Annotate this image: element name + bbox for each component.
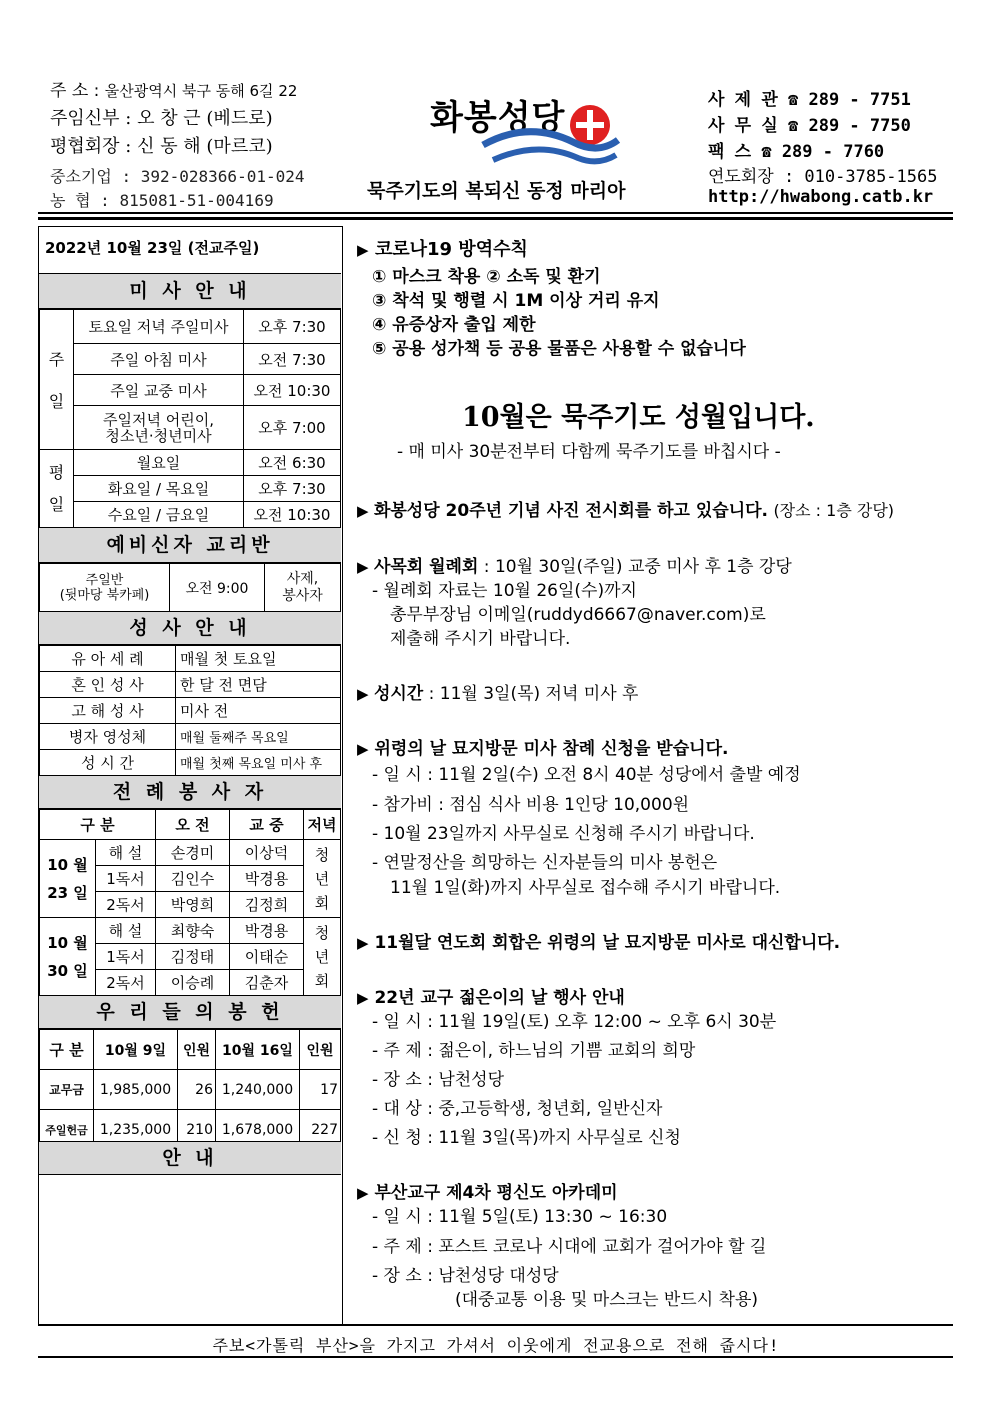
offering-type: 교무금 <box>40 1070 94 1110</box>
server-name: 김인수 <box>156 866 230 892</box>
server-role: 2독서 <box>96 970 156 996</box>
footer-rule-bottom <box>38 1356 953 1358</box>
catechumen-title: 예비신자 교리반 <box>39 527 341 563</box>
weekday-label: 평 일 <box>40 450 74 528</box>
samok-line: 총무부장님 이메일(ruddyd6667@naver.com)로 <box>390 605 766 625</box>
covid-rule: ⑤ 공용 성가책 등 공용 물품은 사용할 수 없습니다 <box>372 339 746 359</box>
server-name: 이태순 <box>230 944 304 970</box>
cemetery-line: - 연말정산을 희망하는 신자분들의 미사 봉헌은 <box>372 853 718 873</box>
mass-title: 미 사 안 내 <box>39 273 341 309</box>
header-rule-thick <box>38 217 953 220</box>
sunday-label: 주 일 <box>40 310 74 450</box>
offering-count: 26 <box>178 1070 216 1110</box>
academy-line: - 일 시 : 11월 5일(토) 13:30 ~ 16:30 <box>372 1207 668 1227</box>
sacrament-name: 혼 인 성 사 <box>40 672 176 698</box>
sacrament-when: 매월 첫째 목요일 미사 후 <box>176 750 341 776</box>
pastor-line: 주임신부 : 오 창 근 (베드로) <box>50 108 273 129</box>
offering-count: 227 <box>300 1110 341 1150</box>
website-url[interactable]: http://hwabong.catb.kr <box>708 187 934 207</box>
council-line: 평협회장 : 신 동 해 (마르코) <box>50 136 273 157</box>
sacrament-title: 성 사 안 내 <box>39 611 341 645</box>
server-role: 1독서 <box>96 866 156 892</box>
samok-notice: ▶ 사목회 월례회 : 10월 30일(주일) 교중 미사 후 1층 강당 <box>357 557 792 577</box>
youth-line: - 일 시 : 11월 19일(토) 오후 12:00 ~ 오후 6시 30분 <box>372 1012 777 1032</box>
server-role: 해 설 <box>96 840 156 866</box>
catechumen-time: 오전 9:00 <box>170 564 265 612</box>
mass-time: 오후 7:00 <box>244 406 341 450</box>
server-role: 1독서 <box>96 944 156 970</box>
offering-head: 인원 <box>178 1030 216 1070</box>
mass-name: 토요일 저녁 주일미사 <box>74 310 244 344</box>
youth-line: - 대 상 : 중,고등학생, 청년회, 일반신자 <box>372 1099 663 1119</box>
offering-amount: 1,240,000 <box>216 1070 300 1110</box>
offering-count: 17 <box>300 1070 341 1110</box>
mass-name: 주일 아침 미사 <box>74 344 244 375</box>
server-name: 손경미 <box>156 840 230 866</box>
academy-title: ▶ 부산교구 제4차 평신도 아카데미 <box>357 1183 618 1203</box>
offering-table <box>39 1029 341 1150</box>
youth-line: - 장 소 : 남천성당 <box>372 1070 505 1090</box>
covid-title: ▶ 코로나19 방역수칙 <box>357 239 528 260</box>
mass-name: 월요일 <box>74 450 244 476</box>
covid-rule: ③ 착석 및 행렬 시 1M 이상 거리 유지 <box>372 291 660 311</box>
offering-title: 우 리 들 의 봉 헌 <box>39 995 341 1029</box>
cemetery-line: - 일 시 : 11월 2일(수) 오전 8시 40분 성당에서 출발 예정 <box>372 765 801 785</box>
samok-line: 제출해 주시기 바랍니다. <box>390 629 571 649</box>
mass-name: 주일 교중 미사 <box>74 375 244 406</box>
servers-title: 전 례 봉 사 자 <box>39 775 341 809</box>
server-name: 최향숙 <box>156 918 230 944</box>
server-name: 김정태 <box>156 944 230 970</box>
server-name: 박경용 <box>230 918 304 944</box>
holyhour-notice: ▶ 성시간 : 11월 3일(목) 저녁 미사 후 <box>357 684 639 704</box>
academy-line: (대중교통 이용 및 마스크는 반드시 착용) <box>455 1290 759 1310</box>
servers-head: 교 중 <box>230 810 304 840</box>
rosary-subtitle: - 매 미사 30분전부터 다함께 묵주기도를 바칩시다 - <box>397 442 781 462</box>
youth-title: ▶ 22년 교구 젊은이의 날 행사 안내 <box>357 988 625 1008</box>
youth-line: - 신 청 : 11월 3일(목)까지 사무실로 신청 <box>372 1128 681 1148</box>
server-evening: 청 년 회 <box>304 918 341 996</box>
mass-name: 수요일 / 금요일 <box>74 502 244 528</box>
catechumen-teacher: 사제, 봉사자 <box>265 564 341 612</box>
academy-line: - 주 제 : 포스트 코로나 시대에 교회가 걸어가야 할 길 <box>372 1237 767 1257</box>
offering-head: 구 분 <box>40 1030 94 1070</box>
servers-head: 저녁 <box>304 810 341 840</box>
sacrament-name: 병자 영성체 <box>40 724 176 750</box>
offering-amount: 1,985,000 <box>94 1070 178 1110</box>
offering-head: 인원 <box>300 1030 341 1070</box>
footer-rule <box>38 1324 953 1326</box>
mass-name: 주일저녁 어린이, 청소년·청년미사 <box>74 406 244 450</box>
offering-count: 210 <box>178 1110 216 1150</box>
samok-line: - 월례회 자료는 10월 26일(수)까지 <box>372 581 637 601</box>
covid-rule: ① 마스크 착용 ② 소독 및 환기 <box>372 267 601 287</box>
offering-amount: 1,678,000 <box>216 1110 300 1150</box>
mass-time: 오후 7:30 <box>244 476 341 502</box>
rosary-title: 10월은 묵주기도 성월입니다. <box>462 402 815 433</box>
mass-name: 화요일 / 목요일 <box>74 476 244 502</box>
mass-time: 오전 10:30 <box>244 375 341 406</box>
server-role: 2독서 <box>96 892 156 918</box>
sacrament-when: 매월 둘째주 목요일 <box>176 724 341 750</box>
servers-head: 오 전 <box>156 810 230 840</box>
cemetery-line: - 참가비 : 점심 식사 비용 1인당 10,000원 <box>372 795 690 815</box>
church-name: 화봉성당 <box>430 98 566 138</box>
servers-day: 10 월 23 일 <box>40 840 96 918</box>
header-rule <box>38 212 953 214</box>
sacrament-name: 유 아 세 례 <box>40 646 176 672</box>
cemetery-title: ▶ 위령의 날 묘지방문 미사 참례 신청을 받습니다. <box>357 739 729 759</box>
catechumen-class: 주일반 (뒷마당 북카페) <box>40 564 170 612</box>
servers-table <box>39 809 341 996</box>
mass-time: 오후 7:30 <box>244 310 341 344</box>
sacrament-name: 고 해 성 사 <box>40 698 176 724</box>
servers-head: 구 분 <box>40 810 156 840</box>
sacrament-when: 매월 첫 토요일 <box>176 646 341 672</box>
offering-amount: 1,235,000 <box>94 1110 178 1150</box>
notice-title: 안 내 <box>39 1141 341 1175</box>
rectory-phone: 사 제 관 ☎ 289 - 7751 <box>708 90 911 110</box>
server-name: 박영희 <box>156 892 230 918</box>
cemetery-line: 11월 1일(화)까지 사무실로 접수해 주시기 바랍니다. <box>390 878 781 898</box>
bulletin-date: 2022년 10월 23일 (전교주일) <box>45 239 260 257</box>
sacrament-when: 한 달 전 면담 <box>176 672 341 698</box>
server-name: 이상덕 <box>230 840 304 866</box>
office-phone: 사 무 실 ☎ 289 - 7750 <box>708 116 911 136</box>
yeondo-notice: ▶ 11월달 연도회 회합은 위령의 날 묘지방문 미사로 대신합니다. <box>357 933 841 953</box>
mass-time: 오전 6:30 <box>244 450 341 476</box>
servers-day: 10 월 30 일 <box>40 918 96 996</box>
catechumen-table <box>39 563 341 612</box>
yeondo-phone: 연도회장 : 010-3785-1565 <box>708 167 938 187</box>
server-role: 해 설 <box>96 918 156 944</box>
academy-line: - 장 소 : 남천성당 대성당 <box>372 1266 559 1286</box>
church-logo-icon <box>478 100 628 175</box>
server-name: 김춘자 <box>230 970 304 996</box>
sacrament-name: 성 시 간 <box>40 750 176 776</box>
covid-rule: ④ 유증상자 출입 제한 <box>372 315 536 335</box>
patron-name: 묵주기도의 복되신 동정 마리아 <box>367 180 626 202</box>
exhibit-notice: ▶ 화봉성당 20주년 기념 사진 전시회를 하고 있습니다. (장소 : 1층 강당) <box>357 501 895 521</box>
offering-head: 10월 16일 <box>216 1030 300 1070</box>
server-evening: 청 년 회 <box>304 840 341 918</box>
server-name: 김정희 <box>230 892 304 918</box>
bank1-line: 중소기업 : 392-028366-01-024 <box>50 167 305 186</box>
sacrament-when: 미사 전 <box>176 698 341 724</box>
mass-time: 오전 7:30 <box>244 344 341 375</box>
youth-line: - 주 제 : 젊은이, 하느님의 기쁨 교회의 희망 <box>372 1041 696 1061</box>
mass-table <box>39 309 341 528</box>
address-line: 주 소 : 울산광역시 북구 동해 6길 22 <box>50 81 298 101</box>
fax-phone: 팩 스 ☎ 289 - 7760 <box>708 142 885 162</box>
mass-time: 오전 10:30 <box>244 502 341 528</box>
sacrament-table <box>39 645 341 776</box>
offering-head: 10월 9일 <box>94 1030 178 1070</box>
bank2-line: 농 협 : 815081-51-004169 <box>50 191 274 210</box>
offering-type: 주일헌금 <box>40 1110 94 1150</box>
server-name: 박경용 <box>230 866 304 892</box>
footer-message: 주보<가톨릭 부산>을 가지고 가셔서 이웃에게 전교용으로 전해 줍시다! <box>212 1336 780 1355</box>
server-name: 이승례 <box>156 970 230 996</box>
left-column <box>38 226 343 1326</box>
cemetery-line: - 10월 23일까지 사무실로 신청해 주시기 바랍니다. <box>372 824 755 844</box>
